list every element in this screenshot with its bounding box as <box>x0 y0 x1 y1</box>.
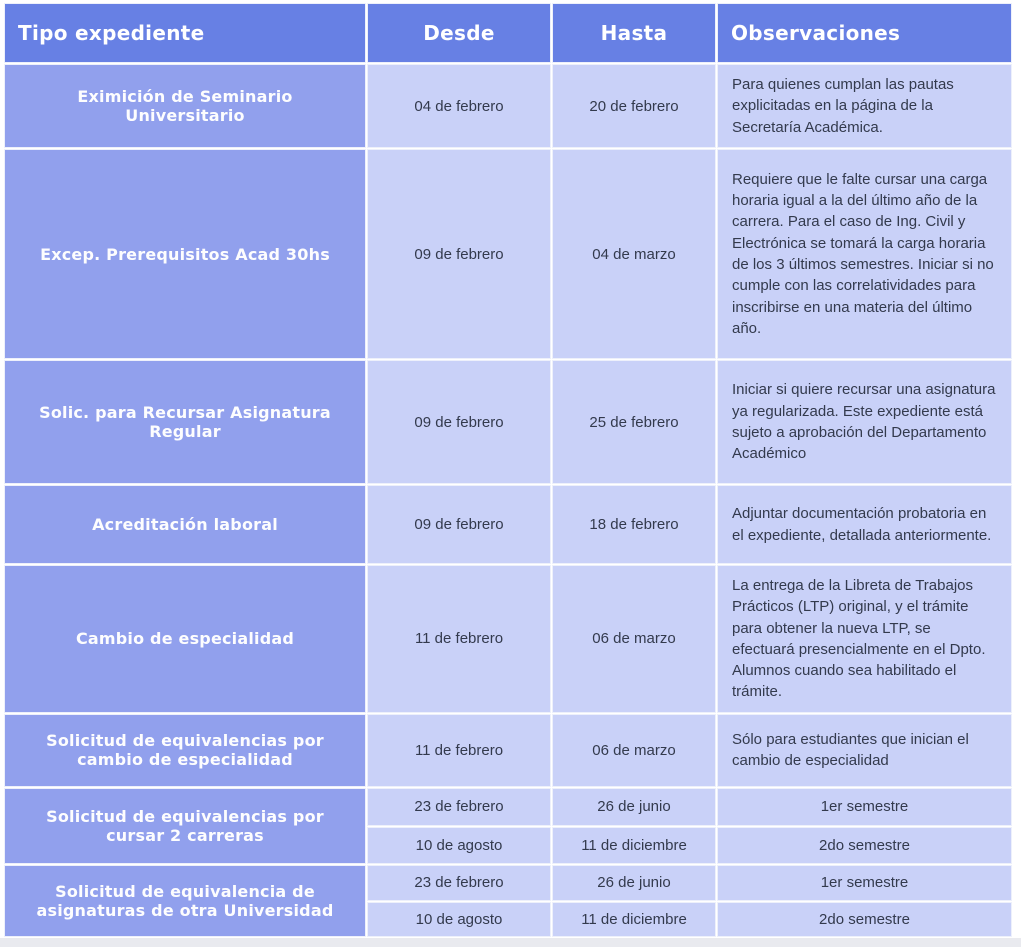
observaciones-cell: Sólo para estudiantes que inician el cambio de especialidad <box>718 715 1011 786</box>
bottom-strip <box>0 938 1021 947</box>
table-row <box>5 866 1011 900</box>
observaciones-cell: 1er semestre <box>718 789 1011 825</box>
desde-cell: 11 de febrero <box>368 715 550 786</box>
hasta-cell: 06 de marzo <box>553 715 715 786</box>
desde-cell: 10 de agosto <box>368 903 550 936</box>
desde-cell: 09 de febrero <box>368 150 550 358</box>
expedientes-schedule-table <box>2 1 1014 939</box>
hasta-cell: 11 de diciembre <box>553 903 715 936</box>
observaciones-cell: Requiere que le falte cursar una carga horaria igual a la del último año de la carrera. Para el caso de Ing. Civil y Electrónica se tomará la carga horaria de los 3 últimos semestres. Iniciar si no cumple con las correlatividades para inscribirse en una materia del último año. <box>718 150 1011 358</box>
column-header-hasta: Hasta <box>553 4 715 62</box>
observaciones-cell: Iniciar si quiere recursar una asignatura ya regularizada. Este expediente está sujeto a aprobación del Departamento Académico <box>718 361 1011 483</box>
column-header-desde: Desde <box>368 4 550 62</box>
observaciones-cell: 2do semestre <box>718 903 1011 936</box>
desde-cell: 23 de febrero <box>368 866 550 900</box>
desde-cell: 09 de febrero <box>368 361 550 483</box>
table-row <box>5 789 1011 825</box>
observaciones-cell: La entrega de la Libreta de Trabajos Prácticos (LTP) original, y el trámite para obtener la nueva LTP, se efectuará presencialmente en el Dpto. Alumnos cuando sea habilitado el trámite. <box>718 566 1011 712</box>
hasta-cell: 25 de febrero <box>553 361 715 483</box>
table-row <box>5 150 1011 358</box>
table-row <box>5 566 1011 712</box>
row-label-tipo-expediente: Solicitud de equivalencia de asignaturas de otra Universidad <box>5 866 365 936</box>
desde-cell: 23 de febrero <box>368 789 550 825</box>
hasta-cell: 11 de diciembre <box>553 828 715 863</box>
desde-cell: 11 de febrero <box>368 566 550 712</box>
hasta-cell: 04 de marzo <box>553 150 715 358</box>
row-label-tipo-expediente: Solic. para Recursar Asignatura Regular <box>5 361 365 483</box>
hasta-cell: 06 de marzo <box>553 566 715 712</box>
row-label-tipo-expediente: Acreditación laboral <box>5 486 365 563</box>
row-label-tipo-expediente: Excep. Prerequisitos Acad 30hs <box>5 150 365 358</box>
row-label-tipo-expediente: Cambio de especialidad <box>5 566 365 712</box>
column-header-observaciones: Observaciones <box>718 4 1011 62</box>
hasta-cell: 26 de junio <box>553 789 715 825</box>
table-row <box>5 65 1011 147</box>
observaciones-cell: Adjuntar documentación probatoria en el expediente, detallada anteriormente. <box>718 486 1011 563</box>
hasta-cell: 18 de febrero <box>553 486 715 563</box>
row-label-tipo-expediente: Solicitud de equivalencias por cursar 2 carreras <box>5 789 365 863</box>
hasta-cell: 26 de junio <box>553 866 715 900</box>
hasta-cell: 20 de febrero <box>553 65 715 147</box>
row-label-tipo-expediente: Solicitud de equivalencias por cambio de especialidad <box>5 715 365 786</box>
row-label-tipo-expediente: Eximición de Seminario Universitario <box>5 65 365 147</box>
table-row <box>5 715 1011 786</box>
observaciones-cell: 1er semestre <box>718 866 1011 900</box>
desde-cell: 09 de febrero <box>368 486 550 563</box>
column-header-tipo-expediente: Tipo expediente <box>5 4 365 62</box>
table-row <box>5 361 1011 483</box>
header-row <box>5 4 1011 62</box>
table-row <box>5 486 1011 563</box>
observaciones-cell: 2do semestre <box>718 828 1011 863</box>
desde-cell: 04 de febrero <box>368 65 550 147</box>
desde-cell: 10 de agosto <box>368 828 550 863</box>
observaciones-cell: Para quienes cumplan las pautas explicitadas en la página de la Secretaría Académica. <box>718 65 1011 147</box>
